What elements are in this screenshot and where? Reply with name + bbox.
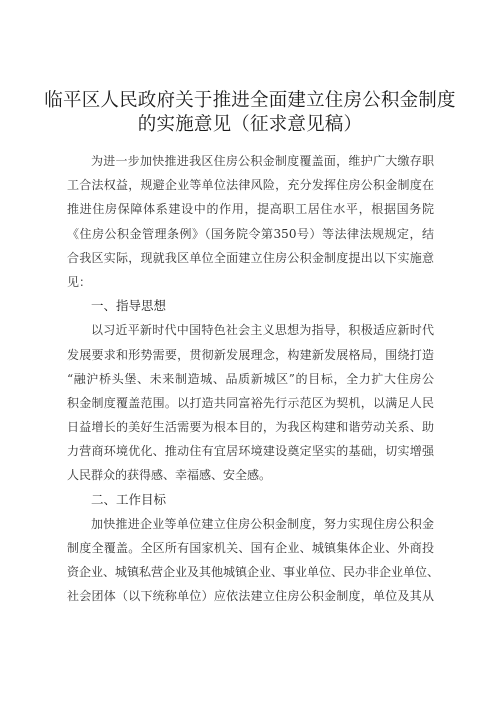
- paragraph-line: 为进一步加快推进我区住房公积金制度覆盖面，维护广大缴存职: [91, 154, 434, 168]
- paragraph-line: 《住房公积金管理条例》（国务院令第350号）等法律法规规定，结: [67, 226, 434, 241]
- paragraph-line: 人民群众的获得感、幸福感、安全感。: [67, 468, 272, 483]
- paragraph-line: 积金制度覆盖范围。以打造共同富裕先行示范区为契机，以满足人民: [67, 395, 434, 410]
- paragraph-line: 加快推进企业等单位建立住房公积金制度，努力实现住房公积金: [91, 516, 434, 531]
- paragraph-line: 推进住房保障体系建设中的作用，提高职工居住水平，根据国务院: [67, 202, 434, 217]
- paragraph-line: 见：: [67, 274, 92, 289]
- paragraph-line: 社会团体（以下统称单位）应依法建立住房公积金制度，单位及其从: [67, 589, 434, 604]
- paragraph-line: 以习近平新时代中国特色社会主义思想为指导，积极适应新时代: [91, 323, 434, 338]
- paragraph-line: “融沪桥头堡、未来制造城、品质新城区”的目标，全力扩大住房公: [67, 371, 434, 386]
- paragraph-line: 资企业、城镇私营企业及其他城镇企业、事业单位、民办非企业单位、: [67, 565, 440, 580]
- document-title-line-1: 临平区人民政府关于推进全面建立住房公积金制度: [44, 90, 456, 111]
- paragraph-line: 发展要求和形势需要，贯彻新发展理念，构建新发展格局，围绕打造: [67, 347, 434, 362]
- paragraph-line: 工合法权益，规避企业等单位法律风险，充分发挥住房公积金制度在: [67, 178, 434, 193]
- document-body: [67, 149, 440, 609]
- section-heading-work-goals: 二、工作目标: [91, 491, 167, 507]
- document-title-line-2: 的实施意见（征求意见稿）: [137, 114, 363, 135]
- paragraph-line: 日益增长的美好生活需要为根本目的，为我区构建和谐劳动关系、助: [67, 420, 434, 435]
- paragraph-line: 制度全覆盖。全区所有国家机关、国有企业、城镇集体企业、外商投: [67, 541, 434, 555]
- paragraph-line: 力营商环境优化、推动住有宜居环境建设奠定坚实的基础，切实增强: [67, 444, 434, 459]
- paragraph-line: 合我区实际，现就我区单位全面建立住房公积金制度提出以下实施意: [67, 250, 434, 265]
- section-heading-guiding-ideology: 一、指导思想: [91, 298, 167, 314]
